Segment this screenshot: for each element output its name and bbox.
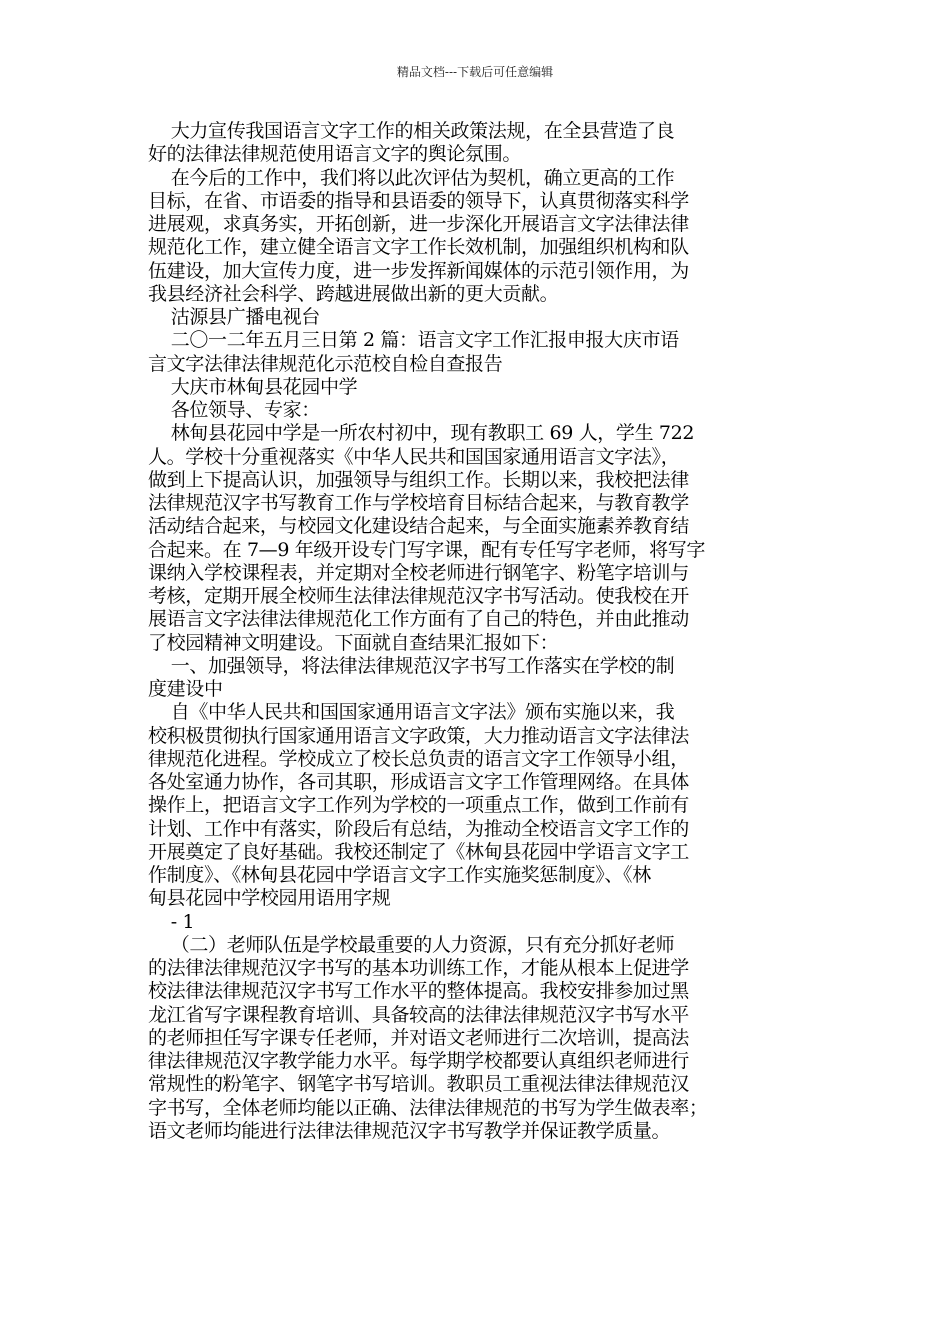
text-line: 语文老师均能进行法律法律规范汉字书写教学并保证教学质量。 [148,1119,671,1142]
text-line: 言文字法律法律规范化示范校自检自查报告 [148,352,503,375]
text-line: 考核，定期开展全校师生法律法律规范汉字书写活动。使我校在开 [148,585,689,607]
text-line: 伍建设，加大宣传力度，进一步发挥新闻媒体的示范引领作用，为 [148,259,689,282]
text-line: 字书写，全体老师均能以正确、法律法律规范的书写为学生做表率； [148,1096,708,1119]
text-line: 的老师担任写字课专任老师，并对语文老师进行二次培训，提高法 [148,1026,689,1049]
text-line: 沽源县广播电视台 [148,306,320,328]
text-line: 展语言文字法律法律规范化工作方面有了自己的特色，并由此推动 [148,608,689,631]
text-line: 我县经济社会科学、跨越进展做出新的更大贡献。 [148,282,559,305]
text-line: 进展观，求真务实，开拓创新，进一步深化开展语言文字法律法律 [148,213,689,235]
text-line: 了校园精神文明建设。下面就自查结果汇报如下： [148,631,559,654]
text-line: 校法律法律规范汉字书写工作水平的整体提高。我校安排参加过黑 [148,980,689,1003]
text-line: 大力宣传我国语言文字工作的相关政策法规，在全县营造了良 [148,120,675,142]
text-line: 计划、工作中有落实，阶段后有总结，为推动全校语言文字工作的 [148,817,689,840]
text-line: （二）老师队伍是学校最重要的人力资源，只有充分抓好老师 [148,933,675,956]
text-line: 甸县花园中学校园用语用字规 [148,887,391,910]
text-line: 律规范化进程。学校成立了校长总负责的语言文字工作领导小组， [148,747,689,770]
text-line: 作制度》、《林甸县花园中学语言文字工作实施奖惩制度》、《林 [148,864,651,886]
text-line: 各位领导、专家： [148,399,320,421]
text-line: 好的法律法律规范使用语言文字的舆论氛围。 [148,143,522,166]
text-line: 在今后的工作中，我们将以此次评估为契机，确立更高的工作 [148,166,675,189]
text-line: 目标，在省、市语委的指导和县语委的领导下，认真贯彻落实科学 [148,189,689,212]
page-number: - 1 [148,910,195,933]
document-body [148,120,812,1143]
text-line: 各处室通力协作，各司其职，形成语言文字工作管理网络。在具体 [148,771,689,793]
text-line: 林甸县花园中学是一所农村初中，现有教职工 69 人，学生 722 [148,422,695,445]
text-line: 开展奠定了良好基础。我校还制定了《林甸县花园中学语言文字工 [148,840,689,863]
text-line: 龙江省写字课程教育培训、具备较高的法律法律规范汉字书写水平 [148,1003,689,1026]
text-line: 一、加强领导，将法律法律规范汉字书写工作落实在学校的制 [148,654,675,677]
text-line: 常规性的粉笔字、钢笔字书写培训。教职员工重视法律法律规范汉 [148,1073,689,1096]
text-line: 操作上，把语言文字工作列为学校的一项重点工作，做到工作前有 [148,794,689,817]
text-line: 法律规范汉字书写教育工作与学校培育目标结合起来，与教育教学 [148,492,689,514]
text-line: 大庆市林甸县花园中学 [148,375,358,398]
text-line: 校积极贯彻执行国家通用语言文字政策，大力推动语言文字法律法 [148,724,689,747]
page-header: 精品文档---下载后可任意编辑 [396,65,554,79]
text-line: 自《中华人民共和国国家通用语言文字法》颁布实施以来，我 [148,701,675,724]
text-line: 度建设中 [148,678,223,700]
text-line: 规范化工作，建立健全语言文字工作长效机制，加强组织机构和队 [148,236,689,259]
text-line: 二〇一二年五月三日第 2 篇：语言文字工作汇报申报大庆市语 [148,329,679,352]
text-line: 的法律法律规范汉字书写的基本功训练工作，才能从根本上促进学 [148,957,689,979]
text-line: 人。学校十分重视落实《中华人民共和国国家通用语言文字法》， [148,445,680,468]
text-line: 课纳入学校课程表，并定期对全校老师进行钢笔字、粉笔字培训与 [148,561,689,584]
text-line: 合起来。在 7—9 年级开设专门写字课，配有专任写字老师，将写字 [148,538,706,561]
text-line: 活动结合起来，与校园文化建设结合起来，与全面实施素养教育结 [148,515,689,538]
text-line: 律法律规范汉字教学能力水平。每学期学校都要认真组织老师进行 [148,1050,689,1072]
text-line: 做到上下提高认识，加强领导与组织工作。长期以来，我校把法律 [148,468,689,491]
